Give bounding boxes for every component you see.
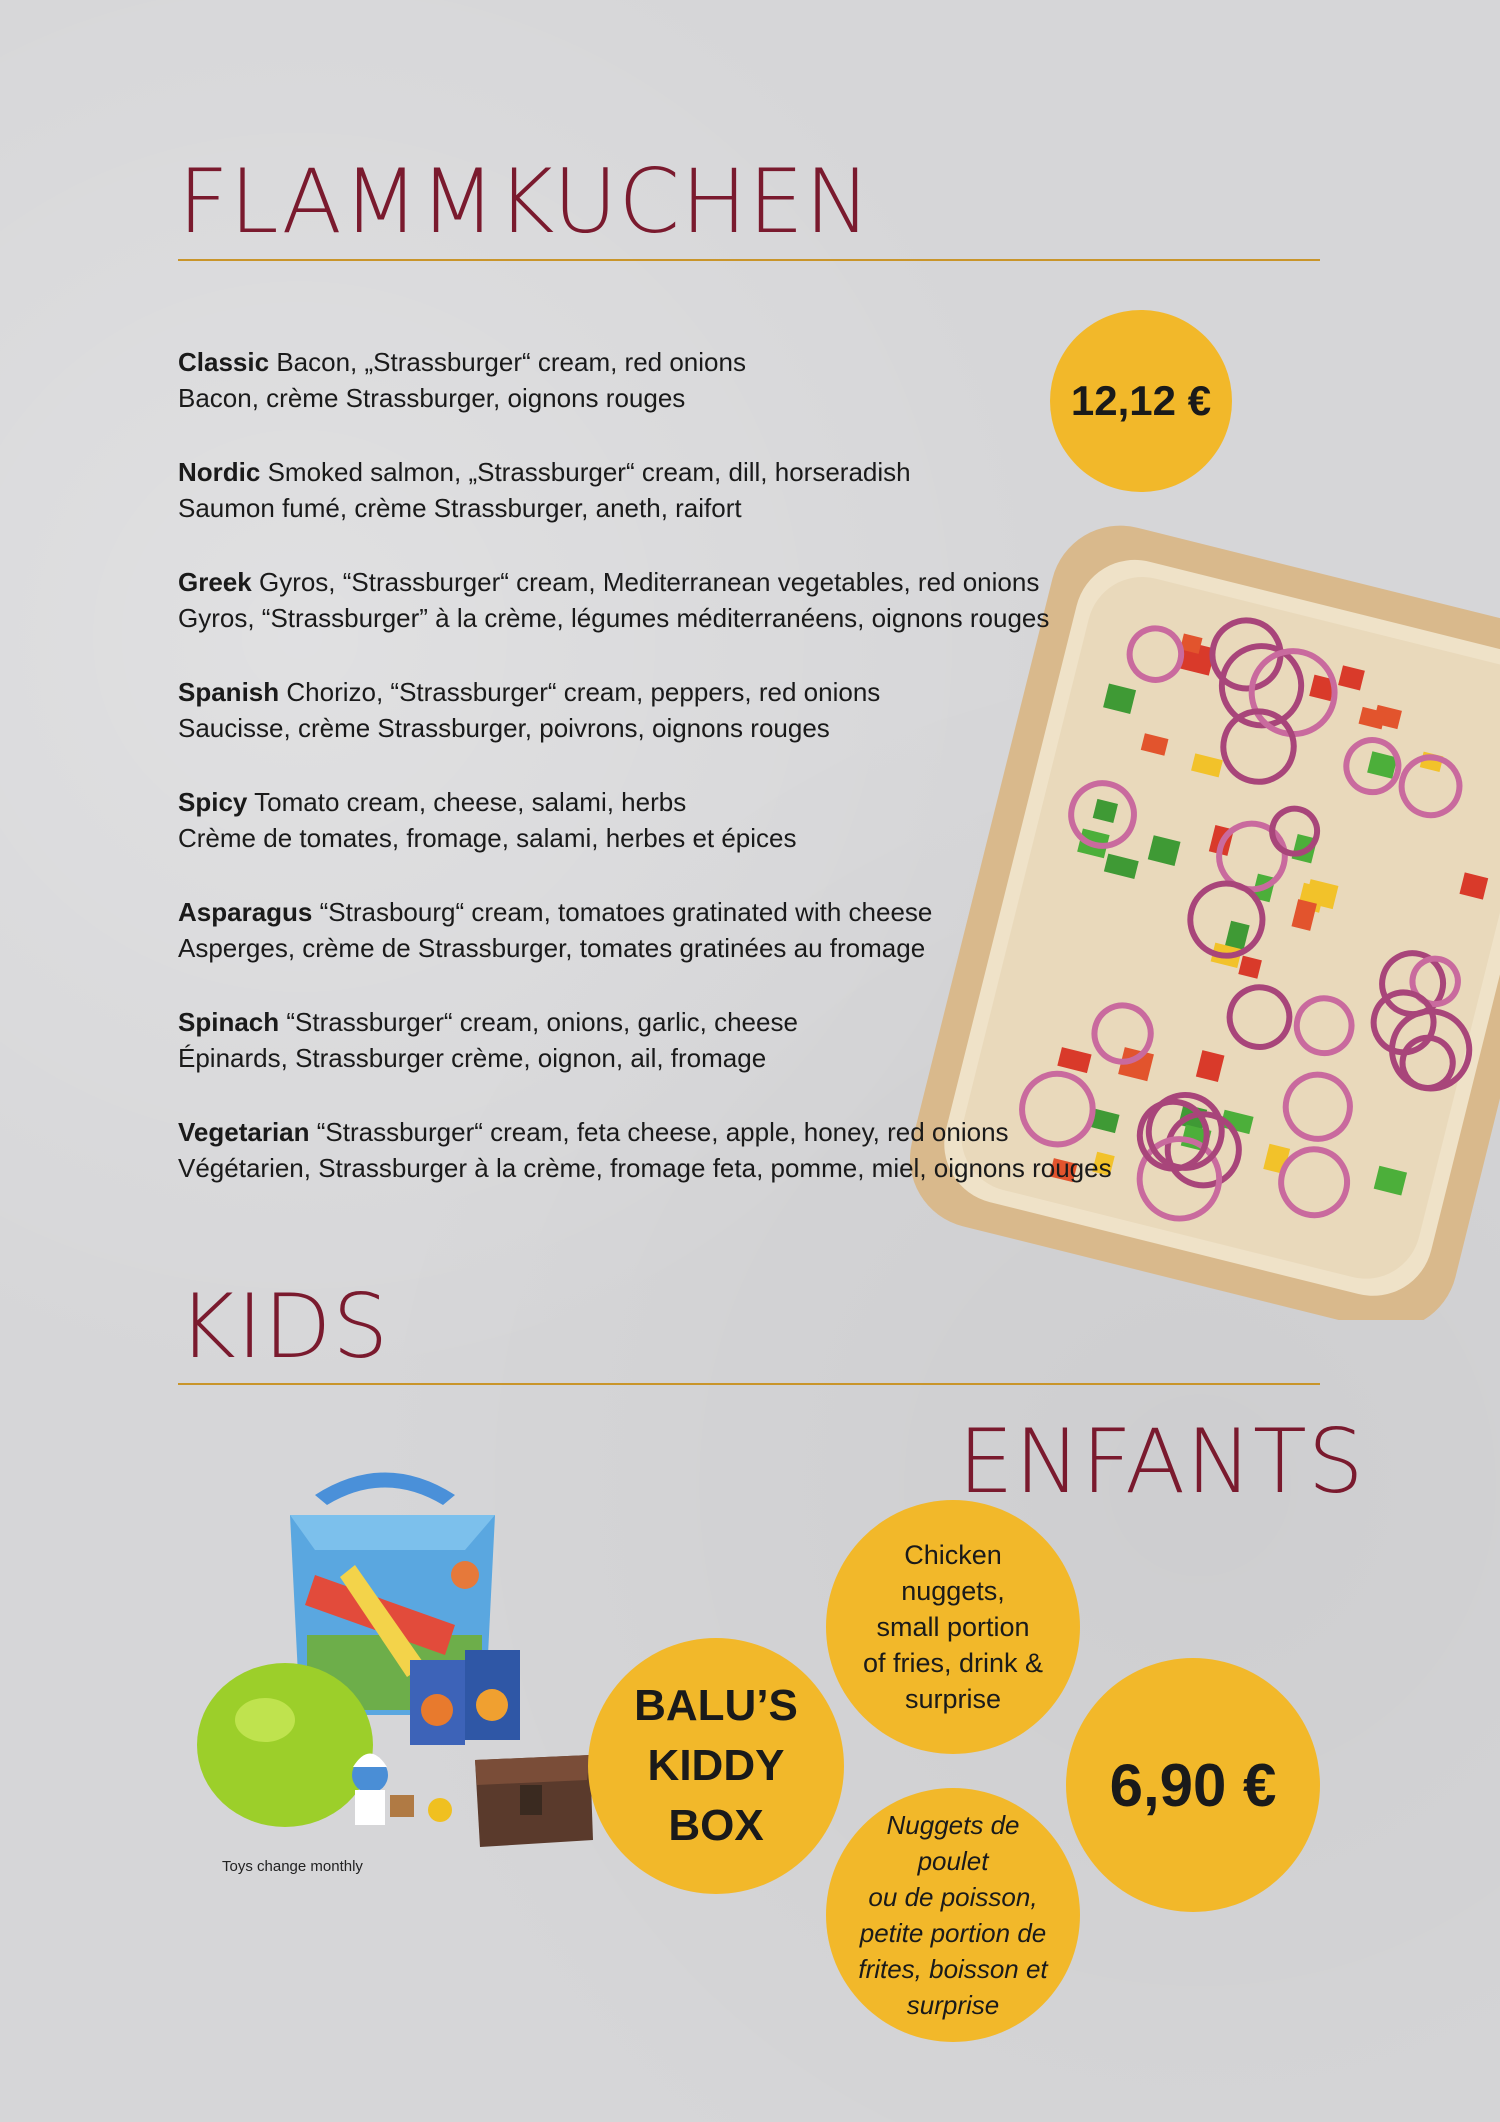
kiddy-box-photo <box>195 1455 595 1865</box>
kiddy-box-title-line: BOX <box>668 1801 764 1850</box>
menu-item-name: Nordic <box>178 457 261 487</box>
kiddy-box-title-line: KIDDY <box>647 1741 785 1790</box>
menu-item-desc-en: Bacon, „Strassburger“ cream, red onions <box>276 347 746 377</box>
menu-item-desc-fr: Épinards, Strassburger crème, oignon, ail, fromage <box>178 1043 767 1073</box>
menu-item-desc-fr: Crème de tomates, fromage, salami, herbes et épices <box>178 823 797 853</box>
toys-caption: Toys change monthly <box>222 1858 363 1875</box>
kids-description-fr-line: petite portion de <box>859 1918 1047 1948</box>
kiddy-box-title-line: BALU’S <box>634 1681 798 1730</box>
kids-description-fr <box>826 1807 1080 2023</box>
menu-item-nordic <box>178 454 1138 526</box>
menu-item-desc-en: Tomato cream, cheese, salami, herbs <box>254 787 687 817</box>
kids-price: 6,90 € <box>1109 1751 1277 1819</box>
kids-description-en-line: small portion <box>876 1612 1030 1642</box>
menu-item-desc-fr: Saucisse, crème Strassburger, poivrons, oignons rouges <box>178 713 830 743</box>
kiddy-box-badge <box>588 1638 844 1894</box>
menu-item-name: Spinach <box>178 1007 280 1037</box>
kids-description-fr-line: ou de poisson, <box>868 1882 1038 1912</box>
menu-item-name: Classic <box>178 347 270 377</box>
kids-description-fr-line: surprise <box>906 1990 1000 2020</box>
menu-item-classic <box>178 344 1138 416</box>
kids-description-en-line: of fries, drink & <box>862 1648 1044 1678</box>
flammkuchen-price: 12,12 € <box>1070 377 1212 424</box>
menu-item-desc-en: Gyros, “Strassburger“ cream, Mediterranean vegetables, red onions <box>258 567 1040 597</box>
menu-item-name: Spanish <box>178 677 280 707</box>
menu-item-desc-en: Smoked salmon, „Strassburger“ cream, dill, horseradish <box>267 457 911 487</box>
kids-description-en-badge <box>826 1500 1080 1754</box>
kids-description-fr-line: Nuggets de poulet <box>886 1810 1020 1876</box>
menu-item-name: Vegetarian <box>178 1117 310 1147</box>
menu-item-desc-fr: Saumon fumé, crème Strassburger, aneth, raifort <box>178 493 742 523</box>
kids-subtitle: ENFANTS <box>958 1410 1365 1513</box>
menu-item-desc-en: “Strasbourg“ cream, tomatoes gratinated with cheese <box>319 897 933 927</box>
flammkuchen-menu <box>178 344 1138 1224</box>
kids-rule <box>178 1383 1320 1385</box>
menu-item-desc-en: “Strassburger“ cream, feta cheese, apple, honey, red onions <box>316 1117 1009 1147</box>
kids-description-en-line: surprise <box>904 1684 1002 1714</box>
menu-item-desc-fr: Gyros, “Strassburger” à la crème, légumes méditerranéens, oignons rouges <box>178 603 1050 633</box>
flammkuchen-title: FLAMMKUCHEN <box>178 150 872 253</box>
menu-item-spanish <box>178 674 1138 746</box>
menu-item-name: Asparagus <box>178 897 313 927</box>
menu-item-asparagus <box>178 894 1138 966</box>
menu-item-name: Spicy <box>178 787 248 817</box>
menu-item-spinach <box>178 1004 1138 1076</box>
kiddy-box-title <box>634 1676 798 1856</box>
menu-item-desc-fr: Végétarien, Strassburger à la crème, fromage feta, pomme, miel, oignons rouges <box>178 1153 1112 1183</box>
flammkuchen-rule <box>178 259 1320 261</box>
menu-item-spicy <box>178 784 1138 856</box>
kids-description-en-line: Chicken nuggets, <box>901 1540 1005 1606</box>
menu-item-name: Greek <box>178 567 252 597</box>
menu-item-desc-en: “Strassburger“ cream, onions, garlic, cheese <box>286 1007 798 1037</box>
menu-item-greek <box>178 564 1138 636</box>
kids-description-fr-badge <box>826 1788 1080 2042</box>
menu-item-desc-fr: Asperges, crème de Strassburger, tomates gratinées au fromage <box>178 933 926 963</box>
menu-item-desc-en: Chorizo, “Strassburger“ cream, peppers, red onions <box>286 677 881 707</box>
kids-description-fr-line: frites, boisson et <box>858 1954 1048 1984</box>
kids-title: KIDS <box>178 1275 390 1378</box>
menu-item-desc-fr: Bacon, crème Strassburger, oignons rouges <box>178 383 686 413</box>
kids-description-en <box>826 1537 1080 1717</box>
kids-price-badge <box>1066 1658 1320 1912</box>
menu-item-vegetarian <box>178 1114 1138 1186</box>
